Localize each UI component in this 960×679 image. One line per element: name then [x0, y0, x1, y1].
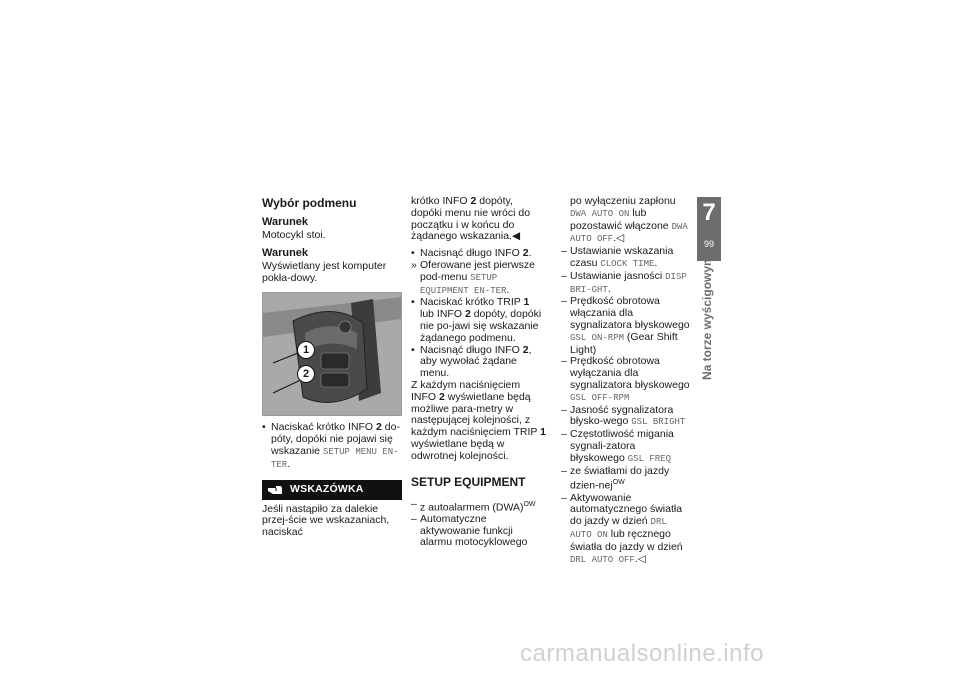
dash-item: – Prędkość obrotowa wyłączania dla sygnalizatora błyskowego GSL OFF-RPM: [561, 355, 690, 403]
section-heading: Wybór podmenu: [262, 196, 357, 210]
column-3: [561, 196, 693, 566]
dash-mark: –: [561, 269, 567, 282]
continuation: po wyłączeniu zapłonu DWA AUTO ON lub pozostawić włączone DWA AUTO OFF.◁: [570, 195, 688, 245]
dash-item: – Aktywowanie automatycznego światła do jazdy w dzień DRL AUTO ON lub ręcznego światła do jazdy w dzień DRL AUTO OFF.◁: [561, 491, 683, 565]
dash-item: – Ustawianie wskazania czasu CLOCK TIME.: [561, 245, 674, 269]
list-item: • Naciskać krótko TRIP 1 lub INFO 2 dopóty, dopóki nie po-jawi się wskazanie żądanego podmenu.: [411, 296, 542, 344]
chapter-number: 7: [702, 199, 716, 226]
column-2: [411, 196, 546, 549]
dash-mark: –: [561, 245, 567, 258]
section-title: SETUP EQUIPMENT: [411, 474, 526, 489]
list-item: • Naciskać krótko INFO 2 do-póty, dopóki nie pojawi się wskazanie SETUP MENU EN-TER.: [262, 421, 400, 470]
bullet-mark: •: [411, 296, 415, 309]
dash-mark: –: [411, 512, 417, 525]
bullet-mark: •: [411, 343, 415, 356]
list-item: • Nacisnąć długo INFO 2.: [411, 247, 532, 260]
paragraph: krótko INFO 2 dopóty, dopóki menu nie wróci do początku i w końcu do żądanego wskazania.◀: [411, 195, 531, 243]
hint-hand-icon: [267, 484, 283, 496]
handlebar-switch-illustration: [263, 293, 401, 415]
dash-mark: –: [411, 497, 417, 510]
dash-item: – Automatyczne aktywowanie funkcji alarmu motocyklowego: [411, 512, 528, 549]
result-mark: »: [411, 258, 417, 271]
handlebar-switch-figure: [262, 292, 402, 416]
dash-item: – Częstotliwość migania sygnali-zatora błyskowego GSL FREQ: [561, 428, 674, 464]
condition-text: Motocykl stoi.: [262, 229, 326, 241]
bullet-mark: •: [262, 421, 266, 434]
page-number: 99: [703, 239, 714, 249]
condition-text: Wyświetlany jest komputer pokła-dowy.: [262, 259, 387, 284]
condition-title: Warunek: [262, 216, 309, 228]
paragraph: Z każdym naciśnięciem INFO 2 wyświetlane będą możliwe para-metry w następującej kolejności, z każdym naciśnięciem TRIP 1 wyświetlane będą w odwrotnej kolejności.: [411, 378, 547, 462]
bullet-mark: •: [411, 247, 415, 260]
dash-item: – Ustawianie jasności DISP BRI-GHT.: [561, 269, 687, 295]
dash-item: – Jasność sygnalizatora błysko-wego GSL BRIGHT: [561, 403, 686, 428]
result-item: » Oferowane jest pierwsze pod-menu SETUP EQUIPMENT EN-TER.: [411, 258, 535, 296]
dash-mark: –: [561, 295, 567, 308]
dash-item: – z autoalarmem (DWA)$^{OW}$: [411, 497, 536, 514]
list-item: • Nacisnąć długo INFO 2, aby wywołać żądane menu.: [411, 343, 532, 380]
note-label: WSKAZÓWKA: [290, 482, 364, 495]
watermark-text: carmanualsonline.info: [520, 640, 764, 667]
column-1: [262, 196, 402, 539]
dash-mark: –: [561, 403, 567, 416]
dash-mark: –: [561, 355, 567, 368]
note-text: Jeśli nastąpiło za dalekie przej-ście we wskazaniach, naciskać: [262, 502, 390, 539]
dash-mark: –: [561, 491, 567, 504]
chapter-title: Na torze wyścigowym: [700, 255, 714, 380]
dash-item: – Prędkość obrotowa włączania dla sygnalizatora błyskowego GSL ON-RPM (Gear Shift Light): [561, 295, 690, 356]
note-header: [262, 480, 402, 500]
callout-1: 1: [297, 341, 315, 359]
callout-2: 2: [297, 365, 315, 383]
dash-item: – ze światłami do jazdy dzien-nej$^{OW}$: [561, 464, 670, 492]
dash-mark: –: [561, 428, 567, 441]
dash-mark: –: [561, 464, 567, 477]
condition-title: Warunek: [262, 246, 309, 259]
